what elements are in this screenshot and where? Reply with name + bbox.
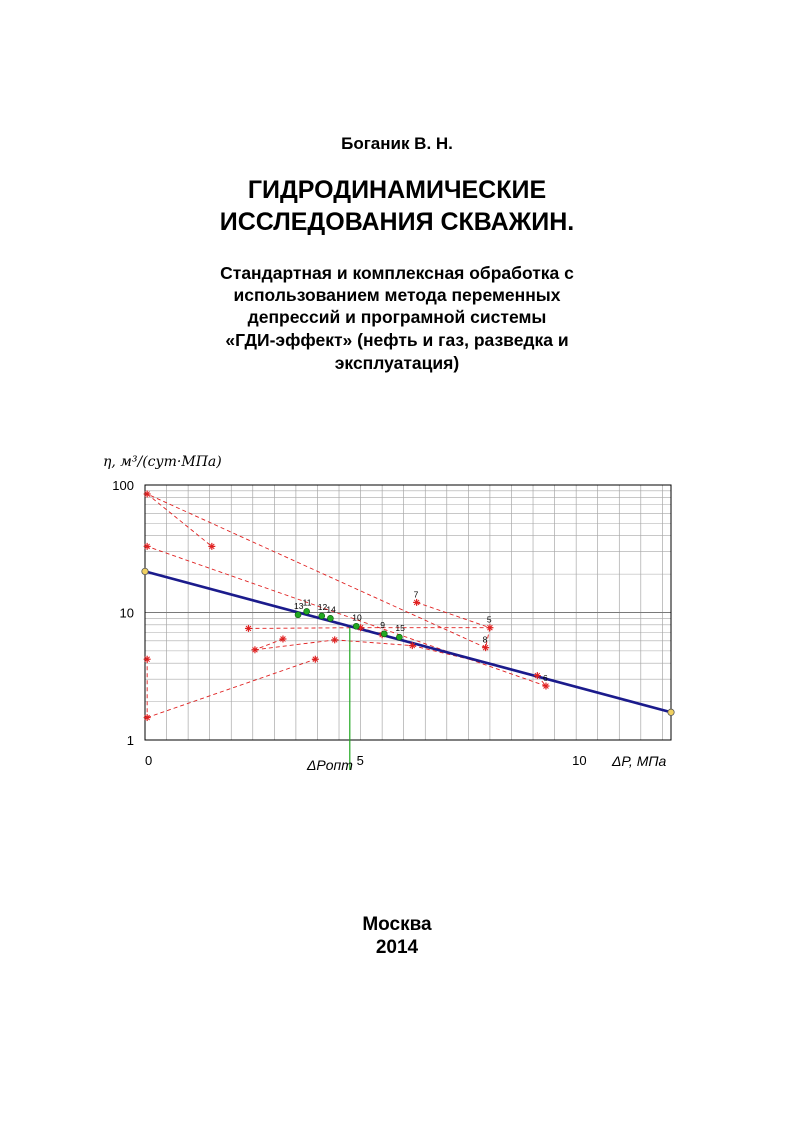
red-point [144,490,151,497]
city: Москва [362,914,432,935]
x-tick-label: 10 [572,753,587,768]
point-label: 8 [482,634,488,645]
point-label: 11 [302,597,312,608]
x-axis-label: ΔP, МПа [612,753,667,769]
point-label: 7 [413,589,419,600]
x-tick-label: 5 [356,753,364,768]
red-point [144,656,151,663]
red-point [279,635,286,642]
red-point [331,636,338,643]
point-label: 13 [294,600,304,611]
red-point [251,646,258,653]
y-axis-label: η, м³/(сут·МПа) [103,454,222,470]
title-line-2: ИССЛЕДОВАНИЯ СКВАЖИН. [219,208,575,236]
data-marks [144,490,550,721]
red-point [413,599,420,606]
subtitle-line-3: депрессий и програмной системы [247,307,547,327]
fit-endpoint [142,568,148,574]
green-point [327,615,333,621]
red-point [245,625,252,632]
red-connector [417,602,490,627]
green-point [295,612,301,618]
subtitle-line-5: эксплуатация) [334,353,460,373]
author: Боганик В. Н. [341,134,453,153]
point-label: 10 [352,612,362,623]
red-point [144,543,151,550]
red-connector [248,628,360,629]
year: 2014 [375,937,419,958]
red-point [542,683,549,690]
green-point [304,608,310,614]
y-tick-label: 1 [126,733,134,748]
regression-line [145,571,671,712]
point-label: 6 [542,673,548,684]
title-line-1: ГИДРОДИНАМИЧЕСКИЕ [247,176,547,204]
point-label: 9 [380,619,386,630]
green-point [319,613,325,619]
point-label: 5 [486,614,492,625]
red-point [482,644,489,651]
subtitle-line-2: использованием метода переменных [233,285,561,305]
red-point [486,624,493,631]
subtitle-line-4: «ГДИ-эффект» (нефть и газ, разведка и [225,330,569,350]
red-series-lines [147,494,546,718]
green-point [396,634,402,640]
fit-endpoint [668,709,674,715]
opt-annotation: ΔPопт [307,757,353,773]
subtitle-line-1: Стандартная и комплексная обработка с [220,263,574,283]
point-label: 12 [317,601,328,612]
y-tick-label: 100 [112,478,134,493]
point-label: 15 [395,623,405,634]
point-label: 14 [326,604,336,615]
red-connector [147,494,212,546]
y-tick-label: 10 [119,605,134,621]
green-point [353,623,359,629]
red-point [534,672,541,679]
x-tick-label: 0 [145,753,153,768]
red-point [208,543,215,550]
green-point [381,631,387,637]
